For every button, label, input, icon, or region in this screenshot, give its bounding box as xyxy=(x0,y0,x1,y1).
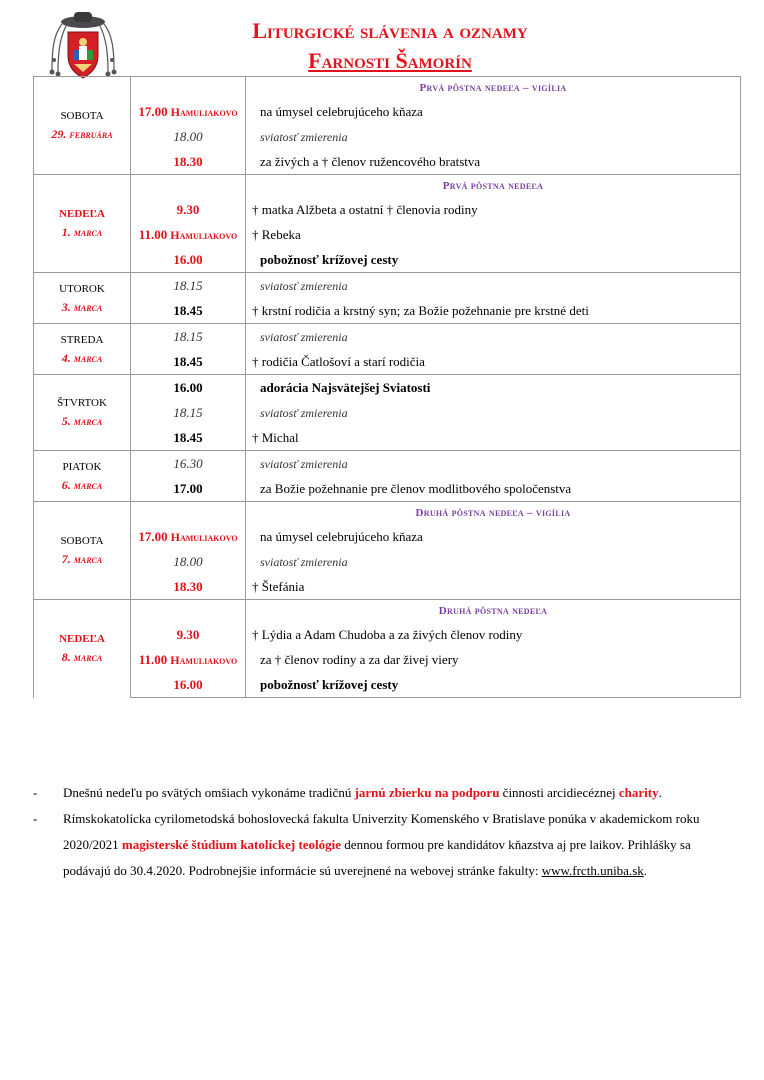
section-title: Prvá pôstna nedeľa xyxy=(246,175,741,198)
page-title-line2-text: Farnosti Šamorín xyxy=(308,48,472,73)
highlighted-text: jarnú zbierku na podporu xyxy=(354,785,500,800)
date-number: 29. xyxy=(51,127,70,141)
announcement-text: činnosti arcidiecéznej xyxy=(499,785,619,800)
schedule-row xyxy=(34,247,741,273)
schedule-row xyxy=(34,149,741,175)
intention-cell xyxy=(246,324,741,350)
intention-cell xyxy=(246,672,741,698)
mass-place: Hamuliakovo xyxy=(167,104,238,119)
time-value: 18.00 xyxy=(173,128,203,144)
intention-cell xyxy=(246,524,741,549)
day-cell xyxy=(34,77,131,175)
intention-cell xyxy=(246,99,741,124)
day-cell xyxy=(34,273,131,324)
time-value: 18.30 xyxy=(173,578,203,594)
announcement-text: Rímskokatolícka cyrilometodská bohoslovecká fakulta Univerzity Komenského v Bratislave ponúka v akademickom roku 2020/2021 xyxy=(63,811,700,852)
schedule-row xyxy=(34,324,741,350)
mass-time xyxy=(173,380,202,395)
schedule-row xyxy=(34,375,741,401)
mass-time xyxy=(173,329,202,344)
time-cell xyxy=(131,99,246,124)
date-number: 1. xyxy=(61,225,74,239)
intention-text: pobožnosť krížovej cesty xyxy=(260,676,399,692)
intention-text: sviatosť zmierenia xyxy=(260,329,348,344)
intention-cell xyxy=(246,222,741,247)
mass-time xyxy=(173,354,202,369)
time-value: 18.45 xyxy=(173,429,203,445)
mass-time xyxy=(173,481,202,496)
schedule-row xyxy=(34,400,741,425)
day-cell xyxy=(34,451,131,502)
time-value: 18.30 xyxy=(173,153,203,169)
intention-cell xyxy=(246,451,741,477)
schedule-row xyxy=(34,124,741,149)
day-date xyxy=(34,550,130,569)
intention-text: † Štefánia xyxy=(252,578,305,594)
time-cell xyxy=(131,600,246,623)
time-cell xyxy=(131,197,246,222)
time-cell xyxy=(131,175,246,198)
date-month: februára xyxy=(69,129,113,141)
intention-text: sviatosť zmierenia xyxy=(260,456,348,471)
time-value: 9.30 xyxy=(176,626,200,642)
mass-time xyxy=(173,579,202,594)
intention-text: na úmysel celebrujúceho kňaza xyxy=(260,103,423,119)
date-month: marca xyxy=(73,301,103,314)
day-name: SOBOTA xyxy=(60,110,104,122)
time-value: 16.00 xyxy=(173,379,203,395)
time-cell xyxy=(131,349,246,375)
date-month: marca xyxy=(73,652,103,665)
mass-time xyxy=(177,202,200,217)
time-cell xyxy=(131,400,246,425)
time-value: 18.45 xyxy=(173,302,203,318)
section-header-row xyxy=(34,175,741,198)
schedule-row xyxy=(34,549,741,574)
intention-text: † Michal xyxy=(252,429,299,445)
day-date xyxy=(34,349,130,368)
mass-time xyxy=(173,456,202,471)
intention-text: † Rebeka xyxy=(252,226,301,242)
day-date xyxy=(34,648,130,667)
mass-place: Hamuliakovo xyxy=(167,227,238,242)
day-date xyxy=(34,125,130,144)
date-month: marca xyxy=(73,554,103,566)
intention-text: sviatosť zmierenia xyxy=(260,405,348,420)
section-title: Prvá pôstna nedeľa – vigília xyxy=(246,77,741,100)
intention-cell xyxy=(246,400,741,425)
mass-time xyxy=(138,529,237,544)
highlighted-text: charity xyxy=(618,785,659,800)
time-value: 16.00 xyxy=(173,251,203,267)
intention-cell xyxy=(246,574,741,600)
day-cell xyxy=(34,324,131,375)
mass-time xyxy=(138,104,237,119)
day-cell xyxy=(34,600,131,698)
day-cell xyxy=(34,502,131,600)
date-number: 3. xyxy=(61,299,74,314)
time-cell xyxy=(131,502,246,525)
time-cell xyxy=(131,647,246,672)
time-value: 17.00 xyxy=(138,103,168,119)
schedule-row xyxy=(34,672,741,698)
mass-time xyxy=(173,430,202,445)
time-cell xyxy=(131,622,246,647)
intention-text: sviatosť zmierenia xyxy=(260,278,348,293)
date-number: 4. xyxy=(61,350,74,365)
announcement-text: . xyxy=(643,863,648,878)
time-value: 11.00 xyxy=(138,226,168,242)
intention-text: † rodičia Čatlošoví a starí rodičia xyxy=(252,353,425,369)
schedule-row xyxy=(34,574,741,600)
intention-cell xyxy=(246,273,741,299)
section-header-row xyxy=(34,502,741,525)
intention-text: sviatosť zmierenia xyxy=(260,554,348,569)
intention-text: za živých a † členov ružencového bratstva xyxy=(260,153,481,169)
mass-time xyxy=(173,303,202,318)
announcements xyxy=(33,780,740,884)
section-header-row xyxy=(34,77,741,100)
time-value: 16.30 xyxy=(173,455,203,471)
time-value: 18.15 xyxy=(173,277,203,293)
page-title-line2 xyxy=(160,48,620,74)
time-value: 18.15 xyxy=(173,328,203,344)
schedule-row xyxy=(34,451,741,477)
intention-cell xyxy=(246,425,741,451)
day-date xyxy=(34,476,130,495)
faculty-website-link[interactable]: www.frcth.uniba.sk xyxy=(541,863,644,878)
intention-text: sviatosť zmierenia xyxy=(260,129,348,144)
day-date xyxy=(34,412,130,431)
page-title-line1: Liturgické slávenia a oznamy xyxy=(252,18,528,43)
intention-text: za † členov rodiny a za dar živej viery xyxy=(260,651,459,667)
time-value: 11.00 xyxy=(138,651,168,667)
time-cell xyxy=(131,247,246,273)
intention-cell xyxy=(246,149,741,175)
day-name: PIATOK xyxy=(62,460,102,473)
date-number: 5. xyxy=(61,414,74,428)
day-name: NEDEĽA xyxy=(59,208,105,220)
time-cell xyxy=(131,672,246,698)
time-cell xyxy=(131,574,246,600)
schedule-row xyxy=(34,476,741,502)
mass-time xyxy=(139,652,238,667)
mass-time xyxy=(173,252,202,267)
bullet-dash: - xyxy=(33,811,38,826)
time-cell xyxy=(131,549,246,574)
schedule-row xyxy=(34,524,741,549)
time-cell xyxy=(131,324,246,350)
day-name: STREDA xyxy=(60,333,104,346)
mass-time xyxy=(177,627,200,642)
schedule-row xyxy=(34,273,741,299)
time-value: 18.00 xyxy=(173,553,203,569)
mass-time xyxy=(173,677,202,692)
time-cell xyxy=(131,425,246,451)
date-month: marca xyxy=(73,227,103,239)
time-cell xyxy=(131,451,246,477)
intention-cell xyxy=(246,247,741,273)
day-cell xyxy=(34,175,131,273)
day-date xyxy=(34,298,130,317)
liturgy-schedule-table xyxy=(33,76,741,698)
date-number: 8. xyxy=(61,650,74,665)
intention-text: na úmysel celebrujúceho kňaza xyxy=(260,528,423,544)
time-cell xyxy=(131,124,246,149)
mass-time xyxy=(139,227,238,242)
intention-cell xyxy=(246,375,741,401)
intention-text: † Lýdia a Adam Chudoba a za živých členov rodiny xyxy=(252,626,523,642)
date-month: marca xyxy=(73,479,103,492)
announcement-text: Dnešnú nedeľu po svätých omšiach vykonáme tradičnú xyxy=(63,785,355,800)
day-cell xyxy=(34,375,131,451)
day-name: SOBOTA xyxy=(60,535,104,547)
time-cell xyxy=(131,273,246,299)
announcement-text: . xyxy=(658,785,662,800)
mass-time xyxy=(173,129,202,144)
time-value: 9.30 xyxy=(176,201,200,217)
day-name: UTOROK xyxy=(59,282,105,295)
day-date xyxy=(34,223,130,242)
time-cell xyxy=(131,149,246,175)
schedule-row xyxy=(34,425,741,451)
mass-time xyxy=(173,154,202,169)
intention-text: adorácia Najsvätejšej Sviatosti xyxy=(260,379,431,395)
mass-place: Hamuliakovo xyxy=(167,529,238,544)
highlighted-text: magisterské štúdium katolíckej teológie xyxy=(121,837,342,852)
bullet-dash: - xyxy=(33,785,38,800)
time-cell xyxy=(131,298,246,324)
intention-text: za Božie požehnanie pre členov modlitbového spoločenstva xyxy=(260,480,572,496)
section-title: Druhá pôstna nedeľa xyxy=(246,600,741,623)
announcement-item xyxy=(33,780,740,806)
section-title: Druhá pôstna nedeľa – vigília xyxy=(246,502,741,525)
schedule-row xyxy=(34,622,741,647)
intention-cell xyxy=(246,647,741,672)
mass-time xyxy=(173,405,202,420)
intention-text: pobožnosť krížovej cesty xyxy=(260,251,399,267)
mass-time xyxy=(173,554,202,569)
schedule-row xyxy=(34,99,741,124)
schedule-row xyxy=(34,298,741,324)
intention-cell xyxy=(246,349,741,375)
date-number: 7. xyxy=(61,552,74,566)
time-value: 18.45 xyxy=(173,353,203,369)
time-value: 17.00 xyxy=(173,480,203,496)
schedule-row xyxy=(34,222,741,247)
time-value: 18.15 xyxy=(173,404,203,420)
day-name: ŠTVRTOK xyxy=(57,397,107,409)
time-value: 16.00 xyxy=(173,676,203,692)
announcement-text: dennou formou pre kandidátov kňazstva aj pre laikov. Prihlášky sa podávajú do 30.4.2020. Podrobnejšie informácie sú uverejnené na webovej stránke fakulty: xyxy=(63,837,691,878)
intention-cell xyxy=(246,476,741,502)
time-cell xyxy=(131,375,246,401)
mass-time xyxy=(173,278,202,293)
date-number: 6. xyxy=(61,477,74,492)
mass-place: Hamuliakovo xyxy=(167,652,238,667)
time-cell xyxy=(131,77,246,100)
announcement-item xyxy=(33,806,740,884)
intention-text: † krstní rodičia a krstný syn; za Božie požehnanie pre krstné deti xyxy=(252,302,589,318)
day-name: NEDEĽA xyxy=(59,633,105,646)
date-month: marca xyxy=(73,352,103,365)
parish-coat-of-arms-icon xyxy=(44,8,122,84)
intention-cell xyxy=(246,197,741,222)
time-value: 17.00 xyxy=(138,528,168,544)
intention-cell xyxy=(246,298,741,324)
intention-text: † matka Alžbeta a ostatní † členovia rodiny xyxy=(252,201,478,217)
intention-cell xyxy=(246,124,741,149)
schedule-row xyxy=(34,197,741,222)
schedule-row xyxy=(34,647,741,672)
time-cell xyxy=(131,476,246,502)
date-month: marca xyxy=(73,416,103,428)
intention-cell xyxy=(246,549,741,574)
time-cell xyxy=(131,222,246,247)
intention-cell xyxy=(246,622,741,647)
time-cell xyxy=(131,524,246,549)
section-header-row xyxy=(34,600,741,623)
schedule-row xyxy=(34,349,741,375)
